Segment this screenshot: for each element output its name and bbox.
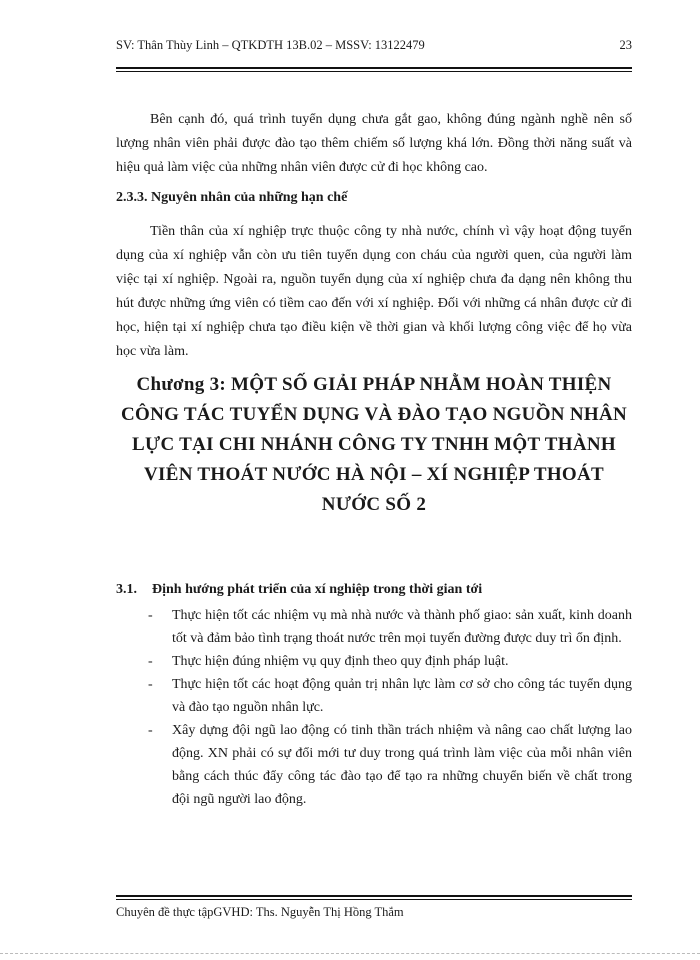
- page-number: 23: [619, 38, 632, 52]
- bullet-list: [148, 604, 632, 811]
- page-footer: Chuyên đề thực tậpGVHD: Ths. Nguyễn Thị Hồng Thắm: [116, 905, 404, 919]
- list-item: [148, 673, 632, 719]
- bullet-dash: -: [148, 654, 153, 669]
- list-item-text: Thực hiện tốt các nhiệm vụ mà nhà nước và thành phố giao: sản xuất, kinh doanh tốt và đảm bảo tình trạng thoát nước trên mọi tuyến đường được duy trì ổn định.: [172, 608, 632, 646]
- section-heading-2-3-3: 2.3.3. Nguyên nhân của những hạn chế: [116, 190, 348, 205]
- paragraph-recruitment-issues: Bên cạnh đó, quá trình tuyển dụng chưa gắt gao, không đúng ngành nghề nên số lượng nhân viên phải được đào tạo thêm chiếm số lượng khá lớn. Đồng thời năng suất và hiệu quả làm việc của những nhân viên được cử đi học không cao.: [116, 112, 632, 175]
- chapter-title: Chương 3: MỘT SỐ GIẢI PHÁP NHẰM HOÀN THIỆN CÔNG TÁC TUYỂN DỤNG VÀ ĐÀO TẠO NGUỒN NHÂN LỰC TẠI CHI NHÁNH CÔNG TY TNHH MỘT THÀNH VIÊN THOÁT NƯỚC HÀ NỘI – XÍ NGHIỆP THOÁT NƯỚC SỐ 2: [121, 374, 627, 515]
- section-heading-3-1: [116, 582, 632, 598]
- header-student-info: SV: Thân Thùy Linh – QTKDTH 13B.02 – MSSV: 13122479: [116, 38, 425, 52]
- footer-rule: [116, 895, 632, 900]
- section-number: 3.1.: [116, 582, 137, 597]
- bullet-dash: -: [148, 723, 153, 738]
- bullet-dash: -: [148, 608, 153, 623]
- list-item: [148, 719, 632, 811]
- section-title: Định hướng phát triển của xí nghiệp trong thời gian tới: [152, 582, 483, 597]
- bullet-dash: -: [148, 677, 153, 692]
- list-item-text: Thực hiện tốt các hoạt động quản trị nhân lực làm cơ sở cho công tác tuyển dụng và đào tạo nguồn nhân lực.: [172, 677, 632, 715]
- paragraph-causes: Tiền thân của xí nghiệp trực thuộc công ty nhà nước, chính vì vậy hoạt động tuyển dụng của xí nghiệp vẫn còn ưu tiên tuyển dụng con cháu của người quen, của người làm việc tại xí nghiệp. Ngoài ra, nguồn tuyển dụng của xí nghiệp chưa đa dạng nên không thu hút được những ứng viên có tiềm cao đến với xí nghiệp. Đối với những cá nhân được cử đi học, hiện tại xí nghiệp chưa tạo điều kiện về thời gian và khối lượng công việc để họ vừa học vừa làm.: [116, 224, 632, 359]
- page-edge-divider: [0, 953, 700, 954]
- header-rule: [116, 67, 632, 72]
- page-header: [116, 38, 632, 53]
- list-item-text: Xây dựng đội ngũ lao động có tinh thần trách nhiệm và nâng cao chất lượng lao động. XN phải có sự đổi mới tư duy trong quá trình làm việc của mỗi nhân viên bằng cách thúc đẩy công tác đào tạo để tạo ra những chuyển biến về chất trong đội ngũ người lao động.: [172, 723, 632, 807]
- list-item-text: Thực hiện đúng nhiệm vụ quy định theo quy định pháp luật.: [172, 654, 509, 669]
- list-item: [148, 650, 632, 673]
- list-item: [148, 604, 632, 650]
